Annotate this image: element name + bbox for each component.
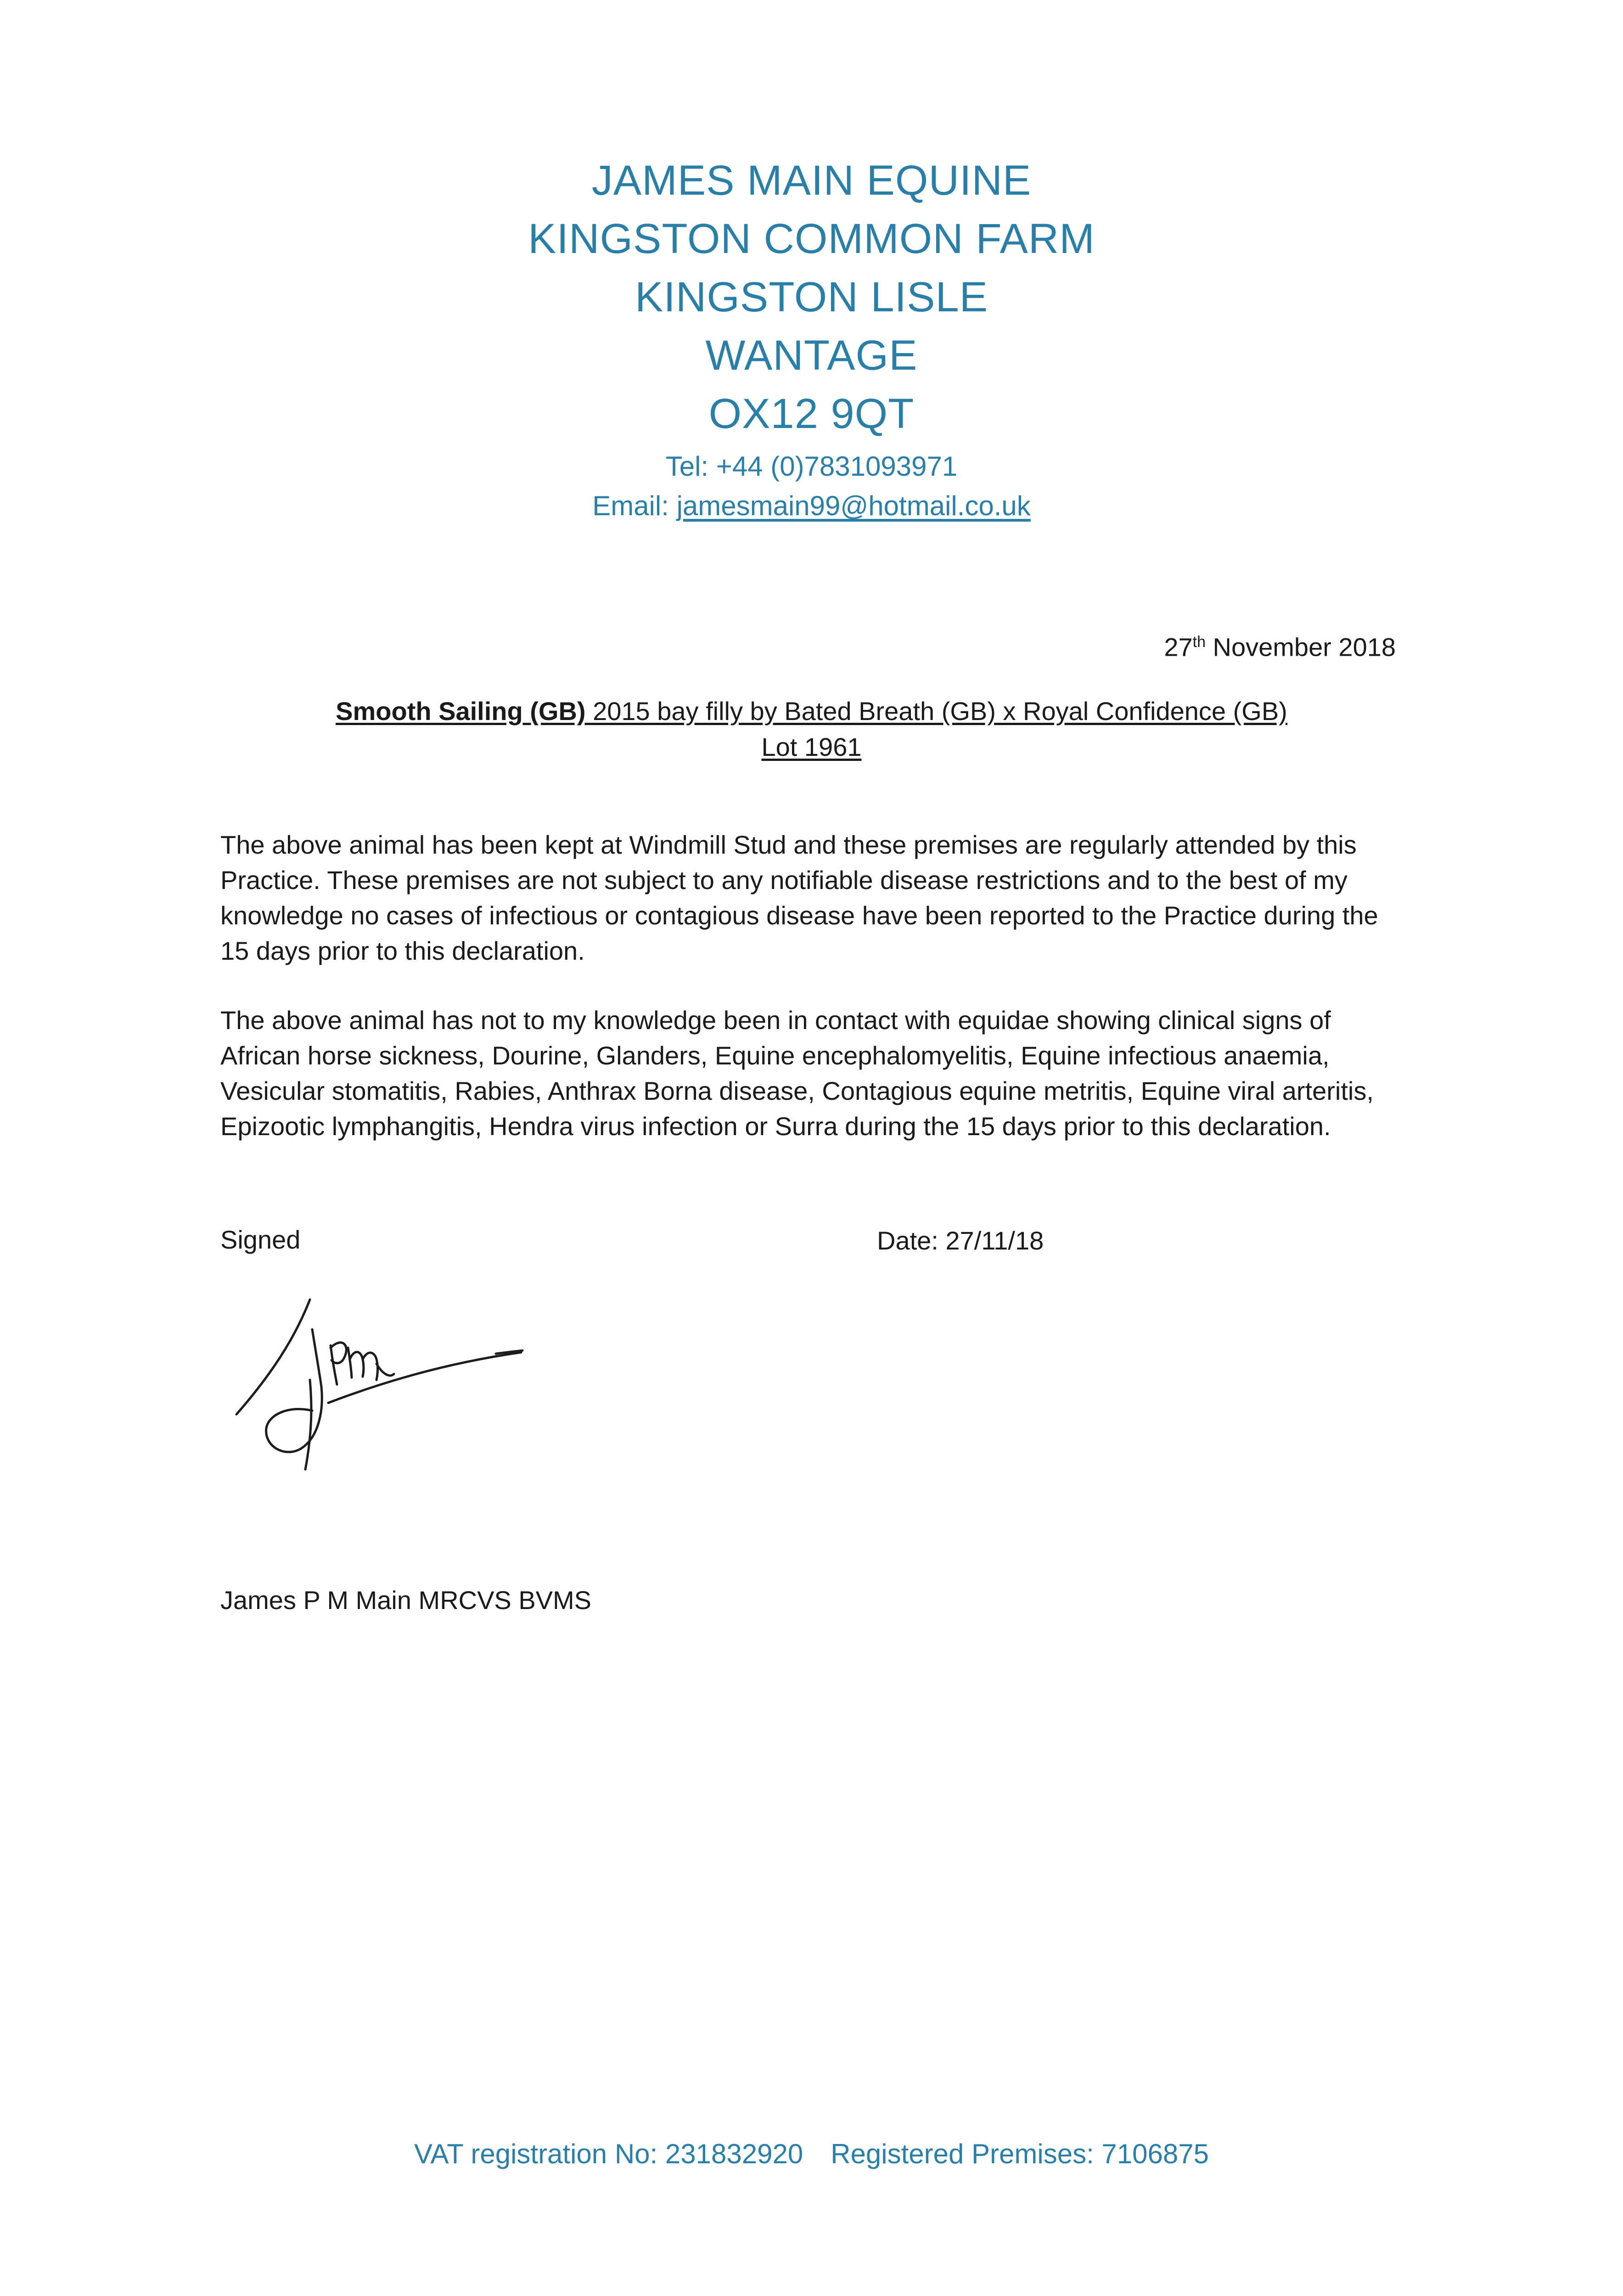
telephone-label: Tel: [665,451,716,482]
practice-name: JAMES MAIN EQUINE [591,157,1032,204]
declaration-paragraph-1: The above animal has been kept at Windmill Stud and these premises are regularly attended by this Practice. These premises are not subject to any notifiable disease restrictions and to the best of my knowledge no cases of infectious or contagious disease have been reported to the Practice during the 15 days prior to this declaration. [220,830,1378,965]
horse-description: 2015 bay filly by Bated Breath (GB) x Royal Confidence (GB) [585,697,1287,726]
email-label: Email: [592,490,677,521]
signatory-name: James P M Main MRCVS BVMS [220,1586,592,1615]
footer [0,2134,1623,2174]
vat-registration: VAT registration No: 231832920 [414,2138,803,2169]
telephone-line [0,447,1623,486]
address-postcode: OX12 9QT [708,390,915,437]
declaration-paragraph-2: The above animal has not to my knowledge been in contact with equidae showing clinical signs of African horse sickness, Dourine, Glanders, Equine encephalomyelitis, Equine infectious anaemia, Vesicular stomatitis, Rabies, Anthrax Borna disease, Contagious equine metritis, Equine viral arteritis, Epizootic lymphangitis, Hendra virus infection or Surra during the 15 days prior to this declaration. [220,1006,1374,1141]
registered-premises: Registered Premises: 7106875 [831,2138,1209,2169]
email-link[interactable]: jamesmain99@hotmail.co.uk [676,490,1031,521]
email-line [0,486,1623,526]
handwritten-signature [225,1290,537,1488]
letter-date-rest: November 2018 [1205,632,1396,662]
letter-date-suffix: th [1192,633,1206,651]
address-village: KINGSTON LISLE [635,274,988,321]
letterhead [0,152,1623,526]
telephone-number: +44 (0)7831093971 [716,451,958,482]
address-farm: KINGSTON COMMON FARM [528,215,1095,262]
subject-line [0,693,1623,729]
letter-date [1164,624,1396,666]
horse-name: Smooth Sailing (GB) [336,697,586,726]
subject-heading [0,693,1623,765]
signed-label: Signed [220,1225,301,1254]
letter-date-day: 27 [1164,632,1193,662]
address-town: WANTAGE [705,332,918,379]
signature-date: Date: 27/11/18 [877,1226,1044,1255]
lot-number: Lot 1961 [761,732,862,761]
